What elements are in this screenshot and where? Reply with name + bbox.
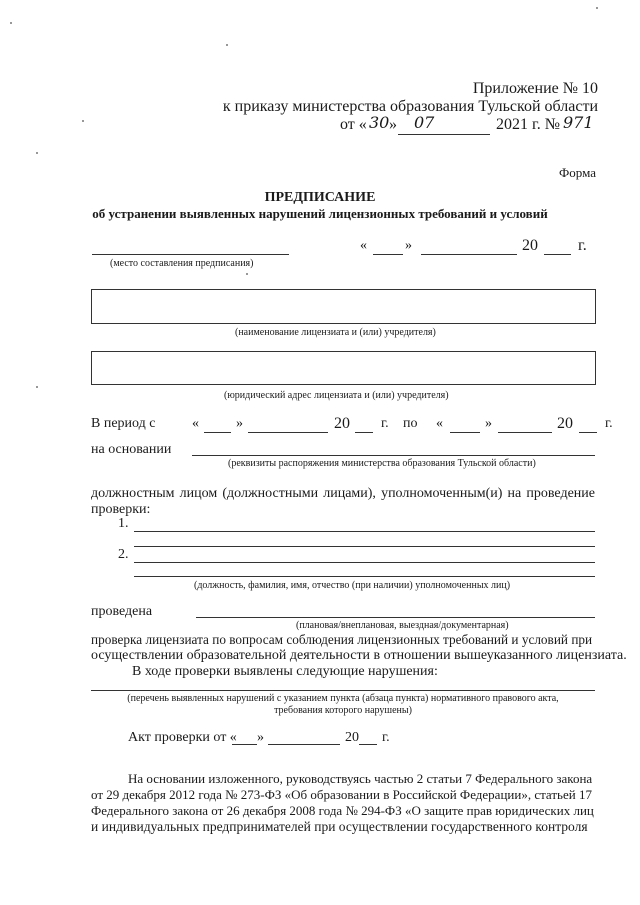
period-to-year-suffix: г. <box>605 416 613 431</box>
place-year-suffix: г. <box>578 237 587 254</box>
form-label: Форма <box>559 165 596 180</box>
period-from-day-field[interactable] <box>204 432 231 433</box>
document-title: ПРЕДПИСАНИЕ <box>264 190 376 205</box>
violations-caption-line1: (перечень выявленных нарушений с указанием пункта (абзаца пункта) нормативного правового акта, <box>127 693 559 704</box>
appendix-number: Приложение № 10 <box>472 80 598 97</box>
violations-field[interactable] <box>91 690 595 691</box>
body-paragraph-2: В ходе проверки выявлены следующие нарушения: <box>132 664 438 679</box>
conducted-caption: (плановая/внеплановая, выездная/документарная) <box>296 620 509 631</box>
final-paragraph-line2: от 29 декабря 2012 года № 273-ФЗ «Об образовании в Российской Федерации», статьей 17 <box>91 787 592 802</box>
period-from-open-quote: « <box>192 416 199 431</box>
period-from-year-prefix: 20 <box>334 415 350 432</box>
period-to-year-field[interactable] <box>579 432 597 433</box>
period-from-close-quote: » <box>236 416 243 431</box>
licensee-address-box[interactable] <box>91 351 596 385</box>
final-paragraph-line1: На основании изложенного, руководствуясь частью 2 статьи 7 Федерального закона <box>128 771 593 786</box>
official-1-line-b[interactable] <box>134 546 595 547</box>
order-number: 971 <box>563 113 594 132</box>
officials-item-1-number: 1. <box>118 516 129 531</box>
officials-text-line1: должностным лицом (должностными лицами), уполномоченным(и) на проведение <box>91 486 595 501</box>
place-date-close-quote: » <box>405 238 412 253</box>
body-paragraph-1-line1: проверка лицензиата по вопросам соблюдения лицензионных требований и условий при <box>91 632 593 647</box>
period-from-year-suffix: г. <box>381 416 389 431</box>
place-caption: (место составления предписания) <box>110 258 254 269</box>
scan-speck <box>596 7 598 9</box>
order-day: 30 <box>369 113 390 132</box>
place-year-prefix: 20 <box>522 237 538 254</box>
basis-label: на основании <box>91 442 172 457</box>
conducted-label: проведена <box>91 604 153 619</box>
scan-speck <box>36 152 38 154</box>
scan-speck <box>36 386 38 388</box>
period-to-day-field[interactable] <box>450 432 480 433</box>
scan-speck <box>10 22 12 24</box>
basis-caption: (реквизиты распоряжения министерства образования Тульской области) <box>228 458 536 469</box>
period-to-year-prefix: 20 <box>557 415 573 432</box>
conducted-field[interactable] <box>196 617 595 618</box>
place-year-field[interactable] <box>544 254 571 255</box>
licensee-address-caption: (юридический адрес лицензиата и (или) учредителя) <box>224 390 449 401</box>
officials-caption: (должность, фамилия, имя, отчество (при наличии) уполномоченных лиц) <box>194 580 511 591</box>
official-2-line-b[interactable] <box>134 576 595 577</box>
order-date-prefix: от « <box>340 116 367 133</box>
place-field[interactable] <box>92 254 289 255</box>
scan-speck <box>82 120 84 122</box>
act-year-field[interactable] <box>359 744 377 745</box>
licensee-name-caption: (наименование лицензиата и (или) учредителя) <box>235 327 436 338</box>
final-paragraph-line4: и индивидуальных предпринимателей при осуществлении государственного контроля <box>91 819 588 834</box>
body-paragraph-1-line2: осуществлении образовательной деятельности в отношении вышеуказанного лицензиата. <box>91 648 627 663</box>
act-year-prefix: 20 <box>345 730 359 745</box>
violations-caption-line2: требования которого нарушены) <box>274 705 412 716</box>
period-from-month-field[interactable] <box>248 432 328 433</box>
period-to-month-field[interactable] <box>498 432 552 433</box>
period-from-year-field[interactable] <box>355 432 373 433</box>
officials-text-line2: проверки: <box>91 502 151 517</box>
official-1-line-a[interactable] <box>134 531 595 532</box>
document-subtitle: об устранении выявленных нарушений лицензионных требований и условий <box>92 206 548 221</box>
officials-item-2-number: 2. <box>118 547 129 562</box>
order-month: 07 <box>414 113 435 132</box>
period-to-label: по <box>403 416 418 431</box>
place-day-field[interactable] <box>373 254 403 255</box>
period-label: В период с <box>91 416 156 431</box>
act-year-suffix: г. <box>382 730 390 745</box>
act-month-field[interactable] <box>268 744 340 745</box>
act-day-field[interactable] <box>232 744 257 745</box>
official-2-line-a[interactable] <box>134 562 595 563</box>
licensee-name-box[interactable] <box>91 289 596 324</box>
scan-speck <box>226 44 228 46</box>
order-date-mid: » <box>389 116 397 133</box>
scan-speck <box>246 273 248 275</box>
basis-field[interactable] <box>192 455 595 456</box>
order-reference: к приказу министерства образования Тульской области <box>222 98 598 115</box>
period-to-open-quote: « <box>436 416 443 431</box>
place-month-field[interactable] <box>421 254 517 255</box>
period-to-close-quote: » <box>485 416 492 431</box>
final-paragraph-line3: Федерального закона от 26 декабря 2008 года № 294-ФЗ «О защите прав юридических лиц <box>91 803 594 818</box>
order-year-suffix: 2021 г. № <box>496 116 561 133</box>
act-close-quote: » <box>257 730 264 745</box>
act-label: Акт проверки от « <box>128 730 237 745</box>
place-date-open-quote: « <box>360 238 367 253</box>
order-month-line <box>398 134 490 135</box>
